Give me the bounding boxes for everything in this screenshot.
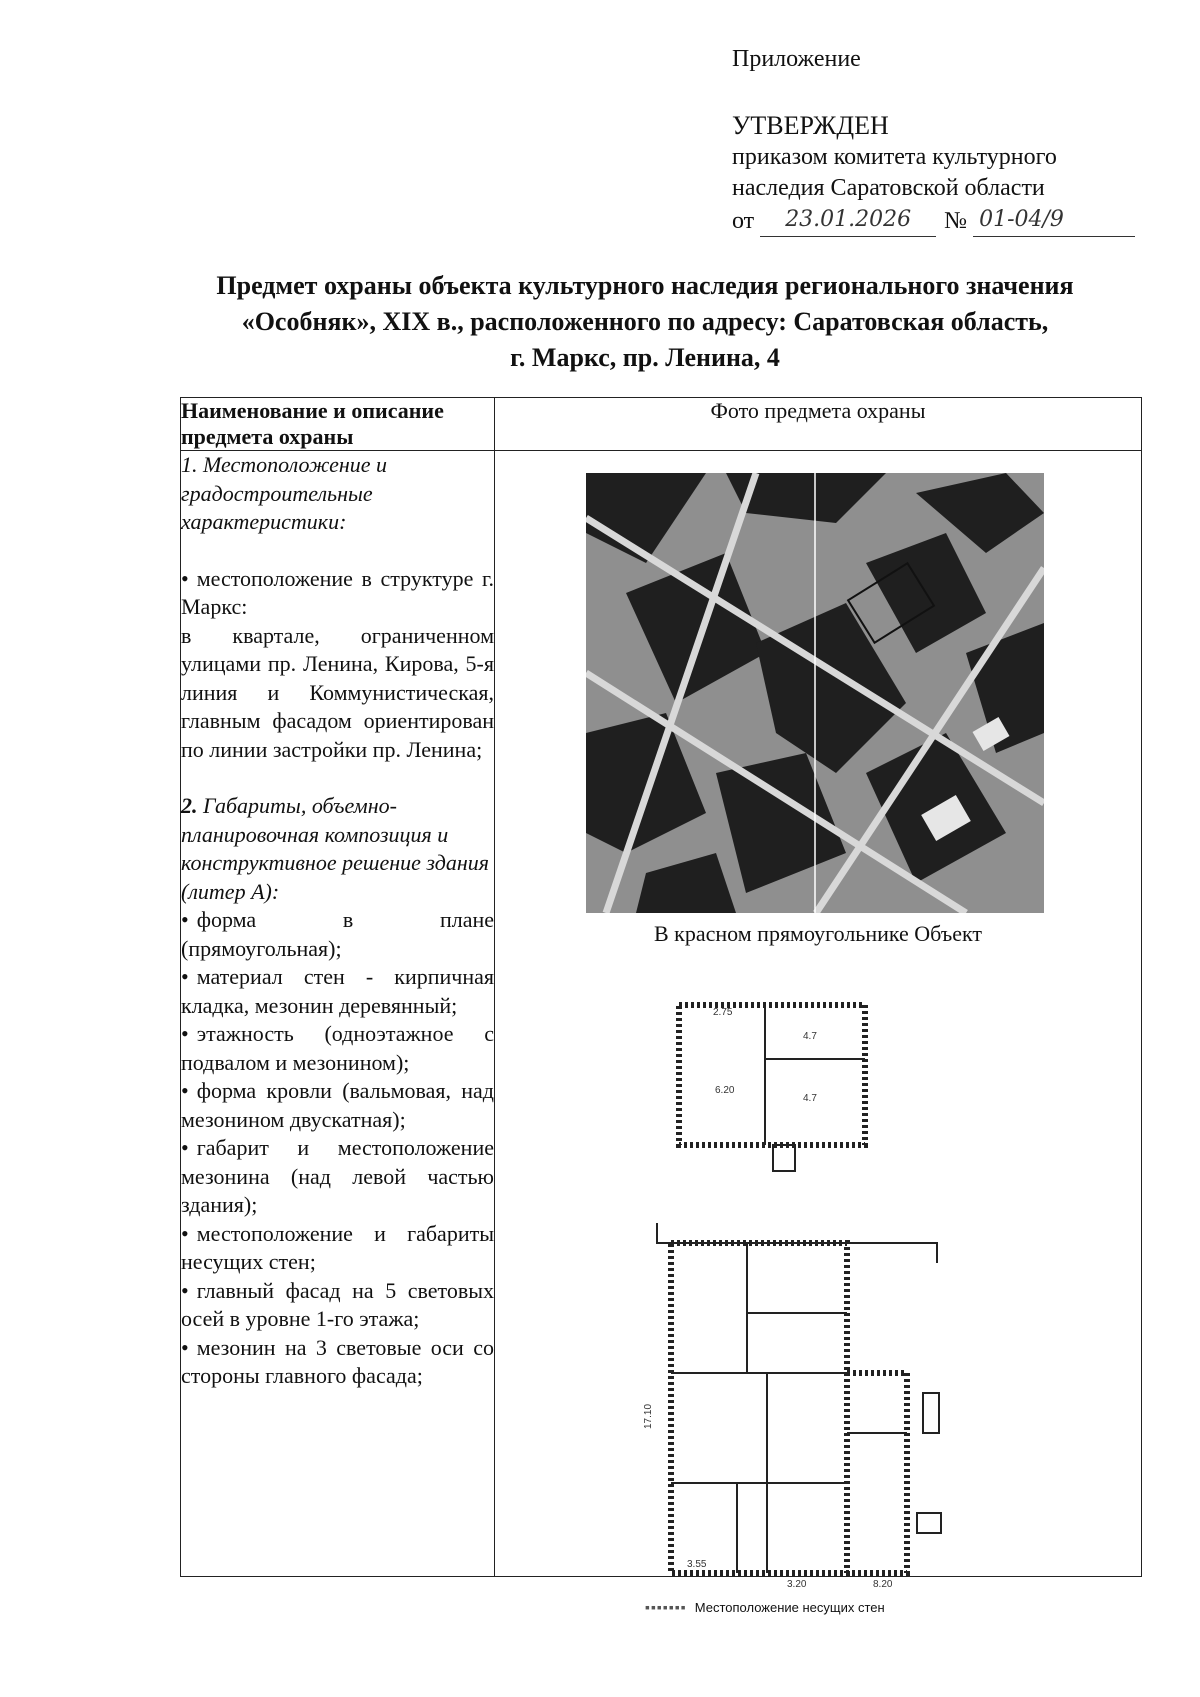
approved-line-2: приказом комитета культурного xyxy=(732,144,1057,170)
plan-label: 4.7 xyxy=(803,1093,817,1104)
aerial-photo xyxy=(586,473,1044,913)
list-item: • мезонин на 3 световые оси со стороны главного фасада; xyxy=(181,1334,494,1391)
basement-floor-plan xyxy=(645,993,905,1173)
plan-label: 6.20 xyxy=(715,1085,735,1096)
list-item: • материал стен - кирпичная кладка, мезонин деревянный; xyxy=(181,963,494,1020)
approved-line-3: наследия Саратовской области xyxy=(732,175,1045,201)
handwritten-date: 23.01.2026 xyxy=(760,204,936,237)
section-2-title xyxy=(181,792,494,906)
list-item: • форма кровли (вальмовая, над мезонином двускатная); xyxy=(181,1077,494,1134)
plan-label: 17.10 xyxy=(643,1403,654,1429)
title-line-1: Предмет охраны объекта культурного наследия регионального значения xyxy=(216,271,1074,300)
section-1-item-text: в квартале, ограниченном улицами пр. Ленина, Кирова, 5-я линия и Коммунистическая, главным фасадом ориентирован по линии застройки пр. Ленина; xyxy=(181,622,494,762)
protection-subject-table xyxy=(180,397,1142,1615)
section-2-number: 2. xyxy=(181,793,198,818)
column-header-photo: Фото предмета охраны xyxy=(495,398,1142,451)
table-body-row xyxy=(181,451,1142,1577)
section-1-item: • местоположение в структуре г. Маркс: xyxy=(181,565,494,622)
handwritten-number: 01-04/9 xyxy=(973,204,1135,237)
photo-cell xyxy=(495,451,1142,1615)
list-item: • форма в плане (прямоугольная); xyxy=(181,906,494,963)
section-2-title-text: Габариты, объемно-планировочная композиция и конструктивное решение здания (литер А): xyxy=(181,793,489,904)
legend-text: Местоположение несущих стен xyxy=(694,1599,885,1615)
list-item: • местоположение и габариты несущих стен; xyxy=(181,1220,494,1277)
approved-heading: УТВЕРЖДЕН xyxy=(732,111,889,140)
from-label: от xyxy=(732,208,755,234)
list-item: • главный фасад на 5 световых осей в уровне 1-го этажа; xyxy=(181,1277,494,1334)
plan-legend xyxy=(645,1599,885,1615)
title-line-3: г. Маркс, пр. Ленина, 4 xyxy=(510,343,780,372)
title-line-2: «Особняк», XIX в., расположенного по адресу: Саратовская область, xyxy=(241,307,1049,336)
list-item: • этажность (одноэтажное с подвалом и мезонином); xyxy=(181,1020,494,1077)
table-header-row xyxy=(181,398,1142,451)
appendix-label: Приложение xyxy=(732,46,861,72)
photo-caption: В красном прямоугольнике Объект xyxy=(654,921,982,946)
approval-block xyxy=(732,110,1172,237)
plan-label: 8.20 xyxy=(873,1579,893,1590)
document-title xyxy=(150,268,1140,376)
legend-marker-icon: ▪▪▪▪▪▪▪ xyxy=(645,1599,687,1615)
number-label: № xyxy=(944,208,968,234)
approval-date-number-row xyxy=(732,204,1172,237)
plan-label: 2.75 xyxy=(713,1007,733,1018)
plan-label: 4.7 xyxy=(803,1031,817,1042)
column-header-description: Наименование и описание предмета охраны xyxy=(181,398,495,451)
plan-label: 3.55 xyxy=(687,1559,707,1570)
plan-label: 3.20 xyxy=(787,1579,807,1590)
first-floor-plan xyxy=(637,1223,973,1593)
description-cell xyxy=(181,451,495,1577)
list-item: • габарит и местоположение мезонина (над левой частью здания); xyxy=(181,1134,494,1220)
section-1-title: 1. Местоположение и градостроительные характеристики: xyxy=(181,452,388,534)
